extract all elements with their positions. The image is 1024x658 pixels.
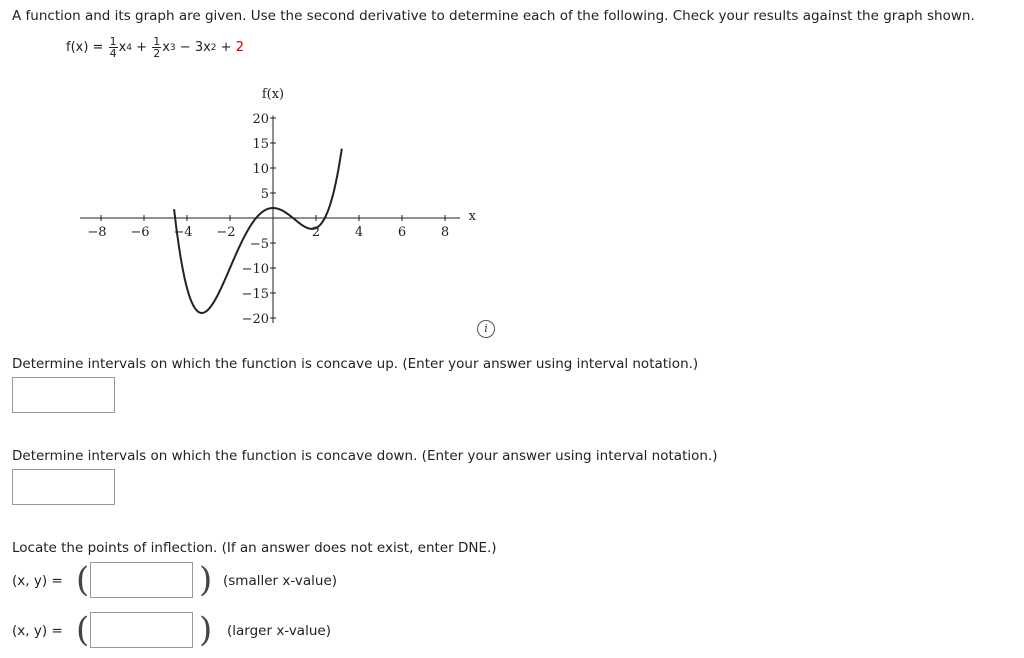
concave-down-input[interactable]	[12, 469, 115, 505]
fraction-term1: $\frac{1}{4}$	[109, 35, 117, 60]
x-tick-label: −6	[130, 225, 150, 240]
inflection-large-input[interactable]	[90, 612, 193, 648]
y-tick-label: 5	[260, 187, 269, 202]
y-axis-label: f(x)	[261, 87, 285, 102]
close-paren-small: )	[199, 560, 213, 600]
open-paren-large: (	[76, 610, 90, 650]
xy-label-large: (x, y) =	[12, 623, 63, 639]
y-tick-label: −5	[249, 237, 269, 252]
function-formula: f(x) = $\frac{1}{4}$ x 4 + $\frac{1}{2}$ x 3 − 3x 2 + 2	[66, 35, 244, 60]
smaller-x-label: (smaller x-value)	[223, 573, 338, 589]
x-tick-label: 4	[354, 225, 364, 240]
x-axis-label: x	[468, 209, 476, 224]
x-tick-label: 8	[440, 225, 450, 240]
concave-down-question: Determine intervals on which the function is concave down. (Enter your answer using interval notation.)	[12, 448, 718, 464]
y-tick-label: −20	[241, 312, 269, 327]
xy-label-small: (x, y) =	[12, 573, 63, 589]
formula-lhs: f(x) =	[66, 40, 104, 55]
inflection-small-input[interactable]	[90, 562, 193, 598]
concave-up-input[interactable]	[12, 377, 115, 413]
open-paren-small: (	[76, 560, 90, 600]
info-icon[interactable]: i	[477, 320, 495, 338]
x-tick-label: 2	[311, 225, 321, 240]
fraction-term2: $\frac{1}{2}$	[153, 35, 161, 60]
y-tick-label: 20	[252, 112, 269, 127]
inflection-question: Locate the points of inflection. (If an answer does not exist, enter DNE.)	[12, 540, 497, 556]
y-tick-label: −15	[241, 287, 269, 302]
function-graph	[80, 80, 480, 340]
y-tick-label: −10	[241, 262, 269, 277]
x-tick-label: −8	[87, 225, 107, 240]
formula-constant: 2	[235, 40, 244, 55]
close-paren-large: )	[199, 610, 213, 650]
larger-x-label: (larger x-value)	[227, 623, 331, 639]
problem-intro: A function and its graph are given. Use the second derivative to determine each of the following. Check your results against the graph shown.	[12, 8, 975, 24]
x-tick-label: 6	[397, 225, 407, 240]
y-tick-label: 15	[252, 137, 269, 152]
x-tick-label: −2	[216, 225, 236, 240]
x-tick-label: −4	[173, 225, 193, 240]
y-tick-label: 10	[252, 162, 269, 177]
concave-up-question: Determine intervals on which the function is concave up. (Enter your answer using interval notation.)	[12, 356, 699, 372]
